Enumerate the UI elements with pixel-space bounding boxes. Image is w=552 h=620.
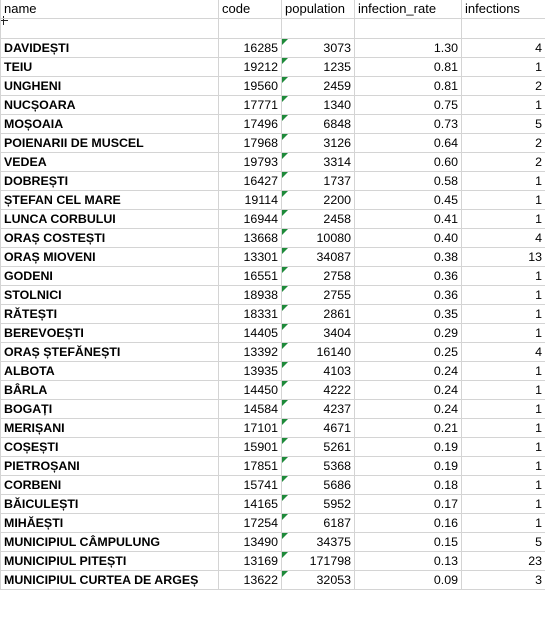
- cell-code[interactable]: 13668: [219, 229, 282, 248]
- cell-population[interactable]: 16140: [282, 343, 355, 362]
- table-row: [1, 419, 546, 438]
- table-row: [1, 457, 546, 476]
- cell-code[interactable]: 17968: [219, 134, 282, 153]
- cell-infection-rate[interactable]: 0.81: [355, 58, 462, 77]
- cell-population[interactable]: 2861: [282, 305, 355, 324]
- cell-infection-rate[interactable]: 0.24: [355, 400, 462, 419]
- cell-infections[interactable]: 23: [462, 552, 546, 571]
- cell-code[interactable]: 13169: [219, 552, 282, 571]
- cell-name[interactable]: TEIU: [1, 58, 219, 77]
- cell-code[interactable]: 13490: [219, 533, 282, 552]
- cell-code[interactable]: 18938: [219, 286, 282, 305]
- cell-infections[interactable]: 1: [462, 362, 546, 381]
- cell-infection-rate[interactable]: 0.41: [355, 210, 462, 229]
- header-cell-name[interactable]: name: [1, 0, 219, 19]
- table-row: [1, 381, 546, 400]
- cell-population[interactable]: 2458: [282, 210, 355, 229]
- cell-name[interactable]: GODENI: [1, 267, 219, 286]
- cell-name[interactable]: BĂICULEȘTI: [1, 495, 219, 514]
- cell-infections[interactable]: 1: [462, 457, 546, 476]
- cell-population[interactable]: 34375: [282, 533, 355, 552]
- cell-code[interactable]: 16427: [219, 172, 282, 191]
- cell-infection-rate[interactable]: 0.24: [355, 362, 462, 381]
- cell-population[interactable]: 5261: [282, 438, 355, 457]
- empty-cell[interactable]: [219, 19, 282, 39]
- cell-code[interactable]: 17496: [219, 115, 282, 134]
- cell-name[interactable]: BEREVOEȘTI: [1, 324, 219, 343]
- cell-infection-rate[interactable]: 0.29: [355, 324, 462, 343]
- cell-infections[interactable]: 1: [462, 495, 546, 514]
- cell-name[interactable]: BÂRLA: [1, 381, 219, 400]
- cell-infection-rate[interactable]: 0.25: [355, 343, 462, 362]
- cell-infections[interactable]: 2: [462, 134, 546, 153]
- cell-infections[interactable]: 5: [462, 533, 546, 552]
- cell-infection-rate[interactable]: 0.75: [355, 96, 462, 115]
- cell-code[interactable]: 13622: [219, 571, 282, 590]
- cell-infections[interactable]: 2: [462, 153, 546, 172]
- table-row: [1, 476, 546, 495]
- cell-code[interactable]: 14450: [219, 381, 282, 400]
- cell-infections[interactable]: 1: [462, 305, 546, 324]
- cell-infections[interactable]: 2: [462, 77, 546, 96]
- cell-infection-rate[interactable]: 0.36: [355, 286, 462, 305]
- cell-infections[interactable]: 1: [462, 438, 546, 457]
- cell-name[interactable]: MUNICIPIUL CURTEA DE ARGEȘ: [1, 571, 219, 590]
- cell-name[interactable]: ORAȘ ȘTEFĂNEȘTI: [1, 343, 219, 362]
- cell-infections[interactable]: 1: [462, 191, 546, 210]
- cell-infections[interactable]: 1: [462, 324, 546, 343]
- cell-name[interactable]: NUCȘOARA: [1, 96, 219, 115]
- cell-infection-rate[interactable]: 0.16: [355, 514, 462, 533]
- empty-cell[interactable]: [282, 19, 355, 39]
- cell-infection-rate[interactable]: 0.35: [355, 305, 462, 324]
- table-row: [1, 134, 546, 153]
- cell-population[interactable]: 6848: [282, 115, 355, 134]
- table-row: [1, 286, 546, 305]
- cell-infections[interactable]: 4: [462, 229, 546, 248]
- cell-infection-rate[interactable]: 0.21: [355, 419, 462, 438]
- table-row: [1, 400, 546, 419]
- cell-population[interactable]: 4671: [282, 419, 355, 438]
- cell-infections[interactable]: 1: [462, 210, 546, 229]
- table-row: [1, 58, 546, 77]
- cell-infection-rate[interactable]: 0.19: [355, 457, 462, 476]
- cell-name[interactable]: DAVIDEȘTI: [1, 39, 219, 58]
- cell-name[interactable]: ORAȘ COSTEȘTI: [1, 229, 219, 248]
- cell-population[interactable]: 4222: [282, 381, 355, 400]
- cell-name[interactable]: ORAȘ MIOVENI: [1, 248, 219, 267]
- cell-name[interactable]: ALBOTA: [1, 362, 219, 381]
- cell-code[interactable]: 17771: [219, 96, 282, 115]
- cell-infections[interactable]: 13: [462, 248, 546, 267]
- cell-infections[interactable]: 4: [462, 343, 546, 362]
- cell-infections[interactable]: 1: [462, 476, 546, 495]
- cell-code[interactable]: 17254: [219, 514, 282, 533]
- cell-name[interactable]: LUNCA CORBULUI: [1, 210, 219, 229]
- cell-code[interactable]: 15901: [219, 438, 282, 457]
- header-cell-infections[interactable]: infections: [462, 0, 546, 19]
- cell-population[interactable]: 4237: [282, 400, 355, 419]
- cell-infections[interactable]: 1: [462, 419, 546, 438]
- cell-population[interactable]: 2755: [282, 286, 355, 305]
- cell-code[interactable]: 19793: [219, 153, 282, 172]
- cell-name[interactable]: CORBENI: [1, 476, 219, 495]
- cell-infection-rate[interactable]: 0.45: [355, 191, 462, 210]
- cell-infections[interactable]: 1: [462, 172, 546, 191]
- cell-population[interactable]: 1737: [282, 172, 355, 191]
- cell-code[interactable]: 19114: [219, 191, 282, 210]
- cell-population[interactable]: 5686: [282, 476, 355, 495]
- cell-infections[interactable]: 5: [462, 115, 546, 134]
- cell-population[interactable]: 34087: [282, 248, 355, 267]
- table-row: [1, 153, 546, 172]
- cell-code[interactable]: 16944: [219, 210, 282, 229]
- cell-infection-rate[interactable]: 0.40: [355, 229, 462, 248]
- table-row: [1, 343, 546, 362]
- cell-code[interactable]: 14165: [219, 495, 282, 514]
- cell-population[interactable]: 10080: [282, 229, 355, 248]
- cell-population[interactable]: 4103: [282, 362, 355, 381]
- table-row: [1, 39, 546, 58]
- table-row: [1, 495, 546, 514]
- cell-infection-rate[interactable]: 0.13: [355, 552, 462, 571]
- table-row: [1, 514, 546, 533]
- header-cell-code[interactable]: code: [219, 0, 282, 19]
- cell-infection-rate[interactable]: 0.73: [355, 115, 462, 134]
- cell-code[interactable]: 17101: [219, 419, 282, 438]
- cell-infection-rate[interactable]: 0.24: [355, 381, 462, 400]
- cell-name[interactable]: RĂTEȘTI: [1, 305, 219, 324]
- cell-name[interactable]: MERIȘANI: [1, 419, 219, 438]
- cell-infection-rate[interactable]: 0.17: [355, 495, 462, 514]
- cell-code[interactable]: 19212: [219, 58, 282, 77]
- cell-infection-rate[interactable]: 1.30: [355, 39, 462, 58]
- cell-infections[interactable]: 1: [462, 400, 546, 419]
- cell-infections[interactable]: 4: [462, 39, 546, 58]
- cell-infections[interactable]: 1: [462, 514, 546, 533]
- cell-infection-rate[interactable]: 0.81: [355, 77, 462, 96]
- cell-population[interactable]: 5952: [282, 495, 355, 514]
- grid-right-margin: [545, 0, 552, 620]
- cell-infections[interactable]: 1: [462, 58, 546, 77]
- cell-code[interactable]: 15741: [219, 476, 282, 495]
- cell-name[interactable]: ȘTEFAN CEL MARE: [1, 191, 219, 210]
- cell-infection-rate[interactable]: 0.58: [355, 172, 462, 191]
- cell-infection-rate[interactable]: 0.18: [355, 476, 462, 495]
- table-row: [1, 229, 546, 248]
- table-row: [1, 172, 546, 191]
- table-row: [1, 571, 546, 590]
- table-row: [1, 362, 546, 381]
- cell-population[interactable]: 2200: [282, 191, 355, 210]
- cell-infections[interactable]: 1: [462, 381, 546, 400]
- cell-code[interactable]: 16551: [219, 267, 282, 286]
- header-cell-infection-rate[interactable]: infection_rate: [355, 0, 462, 19]
- cell-code[interactable]: 13392: [219, 343, 282, 362]
- cell-name[interactable]: BOGAȚI: [1, 400, 219, 419]
- cell-infections[interactable]: 1: [462, 267, 546, 286]
- table-row: [1, 191, 546, 210]
- header-row: [1, 0, 546, 19]
- cell-population[interactable]: 171798: [282, 552, 355, 571]
- cell-name[interactable]: MOȘOAIA: [1, 115, 219, 134]
- cell-population[interactable]: 1340: [282, 96, 355, 115]
- cell-name[interactable]: VEDEA: [1, 153, 219, 172]
- cell-infection-rate[interactable]: 0.36: [355, 267, 462, 286]
- cell-name[interactable]: STOLNICI: [1, 286, 219, 305]
- cell-population[interactable]: 5368: [282, 457, 355, 476]
- cell-infections[interactable]: 3: [462, 571, 546, 590]
- empty-cell[interactable]: [462, 19, 546, 39]
- cell-population[interactable]: 3073: [282, 39, 355, 58]
- table-row: [1, 96, 546, 115]
- cell-infection-rate[interactable]: 0.19: [355, 438, 462, 457]
- cell-code[interactable]: 13935: [219, 362, 282, 381]
- cell-code[interactable]: 14405: [219, 324, 282, 343]
- cell-name[interactable]: COȘEȘTI: [1, 438, 219, 457]
- cell-population[interactable]: 32053: [282, 571, 355, 590]
- empty-cell[interactable]: [1, 19, 219, 39]
- cell-name[interactable]: MUNICIPIUL CÂMPULUNG: [1, 533, 219, 552]
- cell-name[interactable]: MIHĂEȘTI: [1, 514, 219, 533]
- cell-code[interactable]: 18331: [219, 305, 282, 324]
- cell-population[interactable]: 1235: [282, 58, 355, 77]
- cell-infection-rate[interactable]: 0.15: [355, 533, 462, 552]
- cell-population[interactable]: 2459: [282, 77, 355, 96]
- cell-infections[interactable]: 1: [462, 286, 546, 305]
- table-row: [1, 305, 546, 324]
- cell-population[interactable]: 6187: [282, 514, 355, 533]
- cell-infection-rate[interactable]: 0.09: [355, 571, 462, 590]
- cell-population[interactable]: 3314: [282, 153, 355, 172]
- table-row: [1, 552, 546, 571]
- cell-name[interactable]: DOBREȘTI: [1, 172, 219, 191]
- cell-infections[interactable]: 1: [462, 96, 546, 115]
- cell-name[interactable]: MUNICIPIUL PITEȘTI: [1, 552, 219, 571]
- cell-name[interactable]: POIENARII DE MUSCEL: [1, 134, 219, 153]
- cell-infection-rate[interactable]: 0.60: [355, 153, 462, 172]
- cell-name[interactable]: PIETROȘANI: [1, 457, 219, 476]
- table-row: [1, 248, 546, 267]
- table-row: [1, 210, 546, 229]
- cell-code[interactable]: 16285: [219, 39, 282, 58]
- cell-code[interactable]: 14584: [219, 400, 282, 419]
- table-row: [1, 324, 546, 343]
- table-row: [1, 533, 546, 552]
- cell-infection-rate[interactable]: 0.38: [355, 248, 462, 267]
- table-row: [1, 115, 546, 134]
- cell-code[interactable]: 17851: [219, 457, 282, 476]
- header-cell-population[interactable]: population: [282, 0, 355, 19]
- cell-population[interactable]: 3126: [282, 134, 355, 153]
- blank-row: [1, 19, 546, 39]
- cell-name[interactable]: UNGHENI: [1, 77, 219, 96]
- table-row: [1, 77, 546, 96]
- cell-population[interactable]: 3404: [282, 324, 355, 343]
- empty-cell[interactable]: [355, 19, 462, 39]
- cell-population[interactable]: 2758: [282, 267, 355, 286]
- cell-code[interactable]: 19560: [219, 77, 282, 96]
- table-row: [1, 438, 546, 457]
- cell-infection-rate[interactable]: 0.64: [355, 134, 462, 153]
- table-row: [1, 267, 546, 286]
- cell-code[interactable]: 13301: [219, 248, 282, 267]
